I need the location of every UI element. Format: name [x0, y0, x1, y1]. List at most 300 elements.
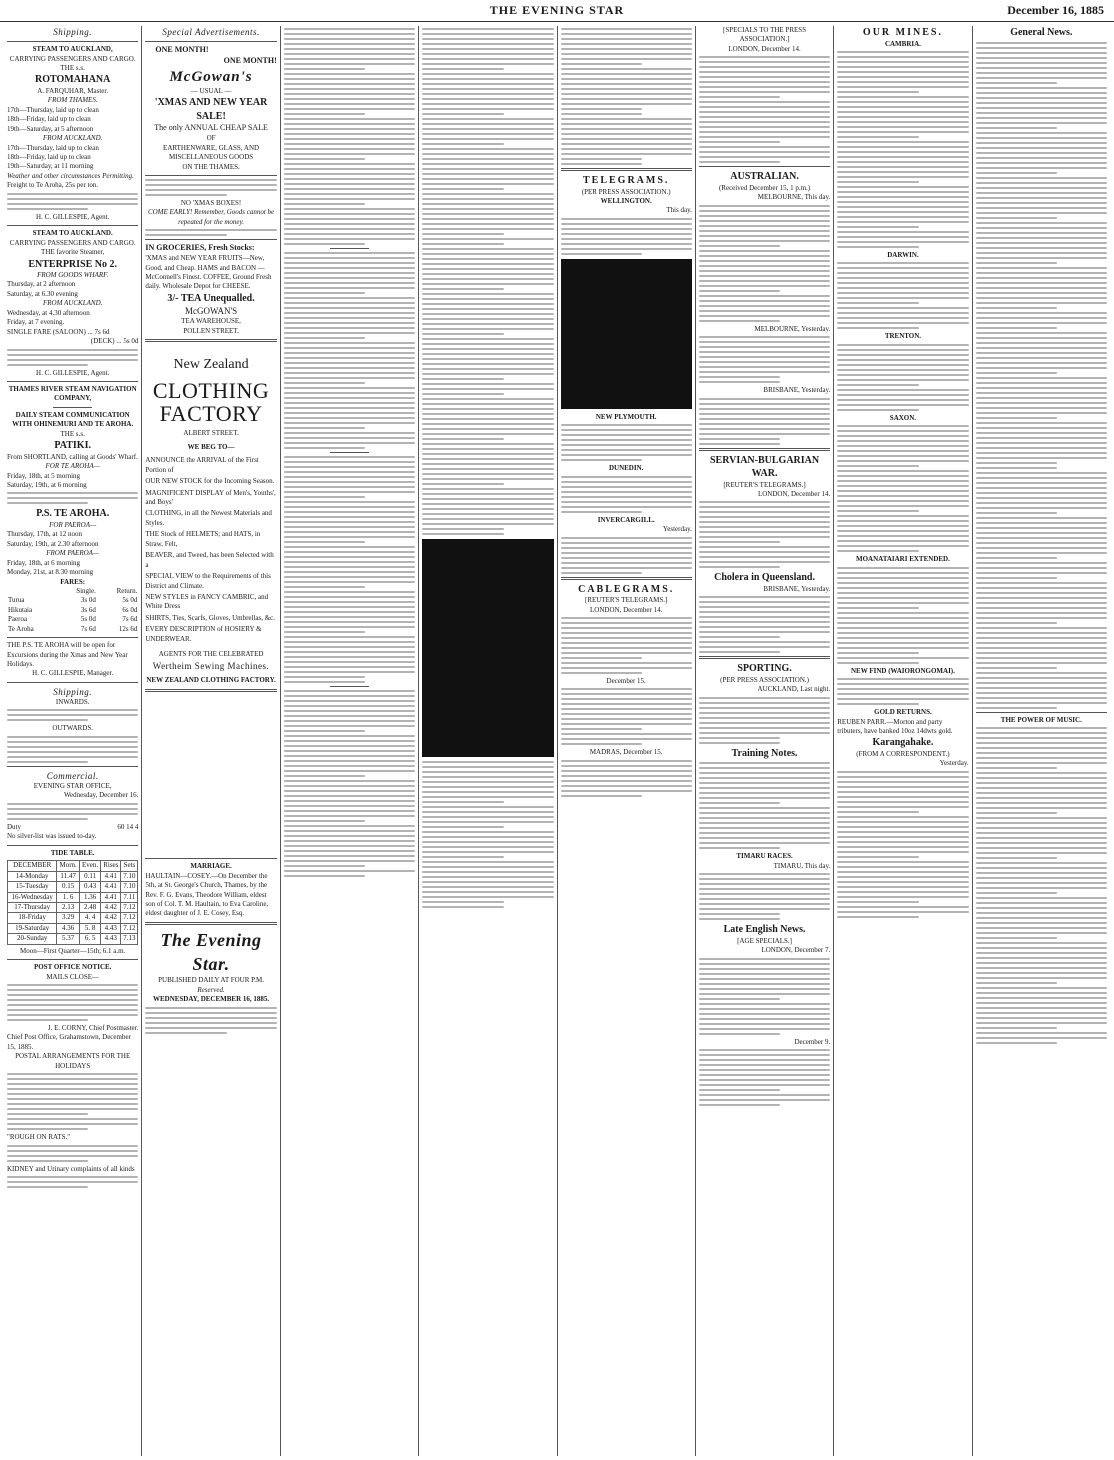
agency-line: [REUTER'S TELEGRAMS.] [584, 596, 668, 605]
text-line [837, 771, 968, 773]
text-line [976, 107, 1107, 109]
text-line [837, 206, 968, 208]
text-line [837, 409, 918, 411]
text-line [699, 1064, 830, 1066]
office-line: EVENING STAR OFFICE, [33, 782, 112, 791]
fare-line: (DECK) ... 5s 0d [90, 337, 139, 346]
text-line [976, 152, 1107, 154]
text-line [699, 1084, 830, 1086]
text-line [284, 501, 415, 503]
text-line [422, 418, 553, 420]
text-line [837, 196, 968, 198]
text-line [976, 567, 1107, 569]
text-line [976, 132, 1107, 134]
text-line [837, 515, 968, 517]
text-line [837, 106, 968, 108]
text-line [837, 816, 968, 818]
text-line [561, 652, 692, 654]
body-text [837, 771, 968, 918]
fares-table: Single. Return. Turua 3s 0d 5s 0d Hikutaia 3s 6d 6s 0d Paeroa 5s 0d 7s 6d Te Aroha 7s 6d 12s 6d [8, 586, 138, 633]
text-line [561, 713, 692, 715]
text-line [699, 300, 830, 302]
body-text [561, 28, 692, 65]
text-line [837, 851, 968, 853]
text-line [422, 163, 553, 165]
duty-line: Duty 60 14 4 [7, 822, 139, 831]
text-line [422, 228, 553, 230]
body-text [699, 398, 830, 445]
text-line [284, 576, 415, 578]
text-line [976, 127, 1057, 129]
text-line [699, 381, 780, 383]
text-line [976, 487, 1107, 489]
postal-arrangements-title: POSTAL ARRANGEMENTS FOR THE HOLIDAYS [15, 1052, 131, 1070]
route-label: FROM GOODS WHARF. [37, 271, 109, 280]
text-line [837, 455, 968, 457]
text-line [145, 1022, 276, 1024]
text-line [699, 737, 780, 739]
text-line [699, 782, 830, 784]
text-line [7, 364, 88, 366]
body-text [561, 218, 692, 255]
text-line [976, 852, 1107, 854]
text-line [699, 413, 830, 415]
text-line [422, 108, 553, 110]
text-line [422, 28, 553, 30]
text-line [699, 1028, 830, 1030]
text-line [284, 785, 415, 787]
ad-text: The only ANNUAL CHEAP SALE [154, 123, 268, 133]
text-line [699, 71, 830, 73]
text-line [561, 743, 642, 745]
text-line [976, 637, 1107, 639]
text-line [976, 547, 1107, 549]
text-line [561, 103, 692, 105]
text-line [976, 242, 1107, 244]
text-line [561, 133, 692, 135]
text-line [699, 998, 780, 1000]
text-line [699, 501, 830, 503]
text-line [284, 357, 415, 359]
text-line [699, 1099, 830, 1101]
body-text [561, 617, 692, 674]
text-line [837, 374, 968, 376]
text-line [976, 737, 1107, 739]
text-line [699, 1013, 830, 1015]
text-line [976, 962, 1107, 964]
text-line [284, 845, 415, 847]
ad-text: NO 'XMAS BOXES! [180, 198, 242, 207]
text-line [976, 912, 1107, 914]
text-line [976, 767, 1057, 769]
route-label: FROM PAEROA— [46, 549, 100, 558]
text-line [284, 541, 365, 543]
body-text [699, 762, 830, 849]
text-line [976, 347, 1107, 349]
text-line [561, 642, 692, 644]
text-line [976, 72, 1107, 74]
text-line [837, 597, 968, 599]
body-text [699, 873, 830, 920]
text-line [976, 92, 1107, 94]
text-line [7, 1155, 138, 1157]
text-line [284, 646, 415, 648]
text-line [976, 842, 1107, 844]
text-line [699, 240, 830, 242]
ad-kidney: KIDNEY and Urinary complaints of all kinds [7, 1164, 135, 1173]
clothing-list [145, 456, 276, 644]
text-line [837, 171, 968, 173]
text-line [976, 122, 1107, 124]
text-line [837, 307, 968, 309]
text-line [837, 126, 968, 128]
body-text [284, 690, 415, 877]
text-line [699, 270, 830, 272]
text-line [699, 418, 830, 420]
text-line [284, 272, 415, 274]
text-line [284, 830, 415, 832]
text-line [837, 186, 968, 188]
text-line [976, 327, 1057, 329]
text-line [422, 38, 553, 40]
text-line [422, 113, 503, 115]
text-line [699, 777, 830, 779]
list-item: CLOTHING, in all the Newest Materials and Styles. [145, 509, 272, 527]
mine-new-find: NEW FIND (WAIORONGOMAI). [850, 666, 955, 675]
body-text [7, 349, 138, 366]
text-line [976, 707, 1057, 709]
text-line [699, 827, 830, 829]
text-line [976, 287, 1107, 289]
text-line [837, 495, 968, 497]
text-line [837, 141, 968, 143]
text-line [976, 1002, 1107, 1004]
text-line [422, 33, 553, 35]
text-line [837, 617, 968, 619]
text-line [7, 502, 88, 504]
dateline-brisbane: BRISBANE, Yesterday. [763, 386, 831, 395]
body-text [422, 148, 553, 245]
text-line [837, 81, 968, 83]
body-text [561, 118, 692, 165]
body-text [561, 537, 692, 574]
text-line [837, 236, 968, 238]
text-line [7, 492, 138, 494]
text-line [284, 78, 415, 80]
text-line [284, 626, 415, 628]
timaru-heading: TIMARU RACES. [736, 852, 793, 861]
text-line [837, 826, 968, 828]
text-line [699, 76, 830, 78]
text-line [699, 96, 780, 98]
text-line [837, 485, 968, 487]
text-line [699, 116, 830, 118]
text-line [976, 97, 1107, 99]
mine-darwin: DARWIN. [887, 250, 919, 259]
body-text [976, 42, 1107, 329]
text-line [284, 103, 415, 105]
text-line [976, 997, 1107, 999]
text-line [284, 720, 415, 722]
text-line [422, 103, 553, 105]
text-line [976, 1037, 1107, 1039]
text-line [699, 1003, 830, 1005]
column-advertisements [141, 26, 279, 1456]
text-line [699, 205, 830, 207]
text-line [284, 486, 415, 488]
text-line [699, 250, 830, 252]
text-line [837, 801, 968, 803]
text-line [284, 362, 415, 364]
text-line [699, 832, 830, 834]
text-line [422, 168, 553, 170]
text-line [976, 647, 1107, 649]
text-line [976, 757, 1107, 759]
text-line [422, 791, 553, 793]
text-line [976, 292, 1107, 294]
text-line [284, 641, 415, 643]
text-line [837, 525, 968, 527]
text-line [284, 198, 415, 200]
text-line [284, 48, 415, 50]
text-line [561, 572, 642, 574]
dateline-london: LONDON, December 14. [590, 605, 663, 614]
text-line [7, 1004, 138, 1006]
ad-text: TEA WAREHOUSE, [181, 317, 241, 326]
text-line [561, 632, 692, 634]
published-line: PUBLISHED DAILY AT FOUR P.M. [158, 976, 264, 985]
dateline-london: December 9. [794, 1037, 831, 1046]
text-line [561, 233, 692, 235]
text-line [284, 158, 365, 160]
text-line [422, 453, 553, 455]
text-line [976, 437, 1107, 439]
text-line [699, 295, 830, 297]
blank-space [145, 695, 276, 855]
text-line [422, 283, 553, 285]
text-line [699, 697, 830, 699]
schedule-list: Thursday, 17th, at 12 noon Saturday, 19th, at 2.30 afternoon [7, 530, 99, 548]
text-line [837, 530, 968, 532]
dateline-melbourne: MELBOURNE, Yesterday. [754, 324, 831, 333]
text-line [284, 715, 415, 717]
text-line [699, 290, 780, 292]
text-line [976, 562, 1107, 564]
text-line [422, 861, 553, 863]
newspaper-title: THE EVENING STAR [489, 3, 625, 17]
text-line [976, 167, 1107, 169]
text-line [837, 470, 968, 472]
body-text [976, 472, 1107, 579]
text-line [837, 292, 968, 294]
text-line [422, 473, 553, 475]
text-line [561, 253, 642, 255]
text-line [976, 282, 1107, 284]
text-line [422, 213, 553, 215]
text-line [699, 225, 830, 227]
text-line [7, 994, 138, 996]
text-line [699, 722, 830, 724]
text-line [284, 636, 415, 638]
text-line [7, 1073, 138, 1075]
gold-returns-heading: GOLD RETURNS. [874, 708, 932, 717]
text-line [561, 723, 692, 725]
text-line [284, 651, 415, 653]
text-line [976, 867, 1107, 869]
text-line [422, 118, 553, 120]
text-line [7, 497, 138, 499]
text-line [837, 796, 968, 798]
text-line [699, 792, 830, 794]
text-line [422, 513, 553, 515]
text-line [561, 775, 692, 777]
text-line [561, 790, 692, 792]
telegrams-heading: TELEGRAMS. [582, 175, 670, 186]
text-line [976, 52, 1107, 54]
text-line [699, 398, 830, 400]
text-line [284, 282, 415, 284]
text-line [284, 611, 415, 613]
text-line [976, 557, 1057, 559]
ad-text: OF [206, 134, 216, 143]
text-line [976, 252, 1107, 254]
text-line [284, 496, 365, 498]
dateline-invercargill: INVERCARGILL. [597, 515, 655, 524]
route-label: FROM AUCKLAND. [43, 134, 103, 143]
text-line [837, 475, 968, 477]
text-line [422, 398, 553, 400]
text-line [976, 392, 1107, 394]
dateline-sub: December 15. [606, 676, 646, 685]
text-line [699, 626, 830, 628]
text-line [837, 450, 968, 452]
text-line [976, 432, 1107, 434]
text-line [284, 322, 415, 324]
text-line [837, 811, 918, 813]
page-columns [4, 26, 1110, 1456]
text-line [976, 87, 1107, 89]
text-line [7, 756, 138, 758]
text-line [699, 651, 780, 653]
body-text [422, 761, 553, 828]
list-item: MAGNIFICENT DISPLAY of Men's, Youths', and Boys' [145, 488, 276, 507]
text-line [699, 631, 830, 633]
text-line [837, 567, 968, 569]
text-line [561, 78, 692, 80]
schedule-list: 17th—Thursday, laid up to clean 18th—Friday, laid up to clean 19th—Saturday, at 5 afternoon [7, 105, 99, 133]
body-text [837, 678, 968, 705]
text-line [284, 621, 415, 623]
text-line [699, 1059, 830, 1061]
text-line [561, 33, 692, 35]
text-line [422, 53, 553, 55]
text-line [422, 48, 553, 50]
text-line [699, 511, 830, 513]
text-line [284, 163, 415, 165]
text-line [699, 601, 830, 603]
text-line [976, 692, 1107, 694]
text-line [976, 232, 1107, 234]
excursion-notice: THE P.S. TE AROHA will be open for Excursions during the Xmas and New Year Holidays. [7, 641, 128, 669]
text-line [561, 88, 692, 90]
text-line [422, 891, 553, 893]
text-line [976, 297, 1107, 299]
text-line [422, 866, 553, 868]
text-line [976, 452, 1107, 454]
text-line [284, 481, 415, 483]
text-line [699, 346, 830, 348]
text-line [976, 942, 1107, 944]
text-line [561, 785, 692, 787]
table-row: 20-Sunday 5.37 6. 5 4.43 7.13 [8, 934, 138, 944]
text-line [976, 202, 1107, 204]
text-line [284, 332, 415, 334]
ad-headline: ONE MONTH! [223, 55, 277, 65]
special-ads-heading: Special Advertisements. [162, 27, 260, 37]
ad-headline: NEW ZEALAND CLOTHING FACTORY. [146, 675, 276, 684]
text-line [284, 661, 415, 663]
text-line [7, 1160, 88, 1162]
text-line [976, 57, 1107, 59]
text-line [284, 98, 415, 100]
text-line [561, 672, 642, 674]
text-line [699, 285, 830, 287]
text-line [7, 208, 88, 210]
australian-heading: AUSTRALIAN. [730, 171, 799, 183]
text-line [422, 308, 553, 310]
text-line [7, 746, 138, 748]
inwards-label: INWARDS. [55, 698, 90, 707]
text-line [561, 73, 692, 75]
text-line [422, 188, 503, 190]
text-line [422, 178, 553, 180]
text-line [837, 776, 968, 778]
text-line [284, 805, 415, 807]
text-line [699, 621, 830, 623]
text-line [422, 881, 553, 883]
text-line [976, 137, 1107, 139]
body-text [284, 28, 415, 245]
text-line [837, 312, 968, 314]
text-line [422, 871, 553, 873]
text-line [837, 86, 968, 88]
column-mines [833, 26, 971, 1456]
text-line [976, 672, 1107, 674]
text-line [422, 801, 503, 803]
ship-lead: THE favorite Steamer, [41, 248, 105, 257]
text-line [837, 430, 968, 432]
list-item: BEAVER, and Tweed, has been Selected with a [145, 551, 274, 569]
text-line [837, 440, 968, 442]
text-line [976, 937, 1057, 939]
route-label: FOR PAEROA— [49, 520, 97, 529]
text-line [422, 498, 553, 500]
text-line [699, 908, 830, 910]
text-line [561, 43, 692, 45]
text-line [422, 348, 553, 350]
text-line [284, 760, 415, 762]
text-line [422, 413, 553, 415]
text-line [699, 1054, 830, 1056]
ad-text: AGENTS FOR THE CELEBRATED [158, 650, 264, 659]
text-line [7, 349, 138, 351]
text-line [699, 878, 830, 880]
text-line [837, 480, 968, 482]
text-line [976, 927, 1107, 929]
text-line [699, 641, 830, 643]
text-line [976, 582, 1107, 584]
text-line [7, 193, 138, 195]
